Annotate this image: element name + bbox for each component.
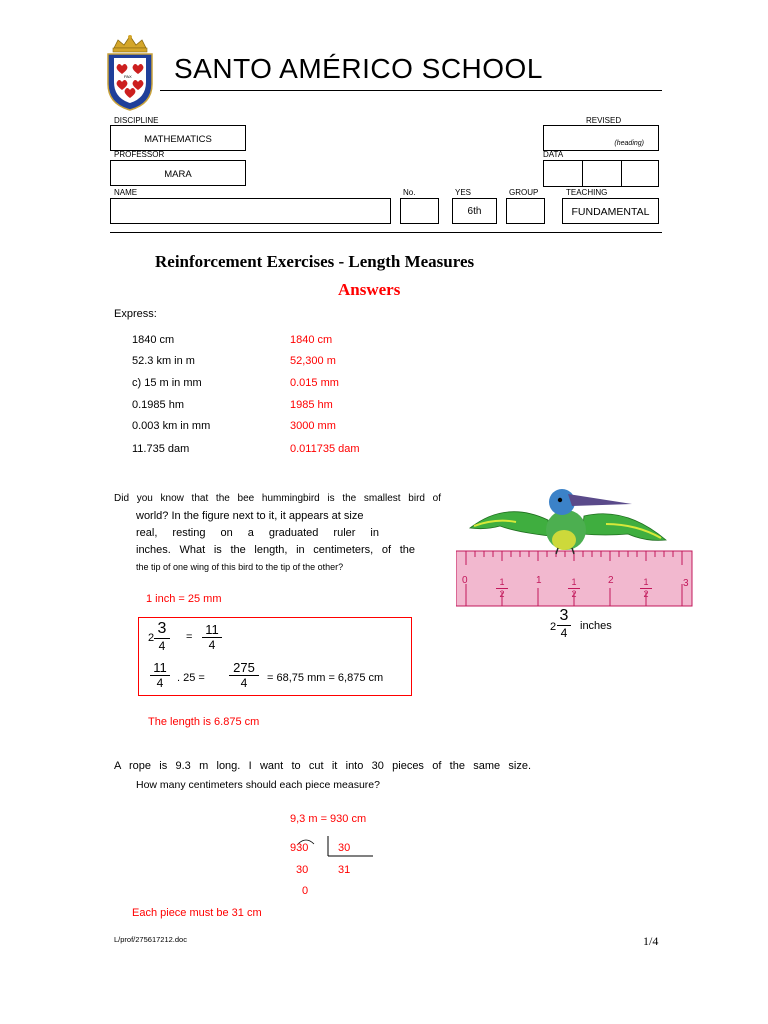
division-subtrahend: 30 [296, 864, 309, 876]
caption-den: 4 [560, 626, 568, 640]
calc-result: = 68,75 mm = 6,875 cm [267, 672, 384, 684]
bird-conclusion: The length is 6.875 cm [148, 716, 260, 728]
ruler-half-fraction [568, 578, 580, 599]
express-question: c) 15 m in mm [132, 377, 202, 389]
rope-conclusion: Each piece must be 31 cm [132, 907, 262, 919]
express-question: 1840 cm [132, 334, 175, 346]
calc-equals: = [186, 631, 193, 643]
division-quotient: 31 [338, 864, 351, 876]
express-answer: 1840 cm [290, 334, 333, 346]
express-label: Express: [114, 308, 157, 320]
name-field [110, 198, 391, 224]
discipline-field [110, 125, 246, 151]
calc-num-d: 275 [233, 660, 255, 675]
yes-label: YES [455, 188, 472, 197]
figure-caption [548, 608, 628, 644]
bird-question-line: the tip of one wing of this bird to the tip of the other? [136, 562, 344, 572]
professor-label: PROFESSOR [114, 150, 165, 159]
ruler-half-num: 1 [643, 577, 649, 587]
bird-question-line: Did you know that the bee hummingbird is the smallest bird of [114, 493, 441, 504]
calc-whole: 2 [148, 632, 155, 644]
ruler-half-num: 1 [571, 577, 577, 587]
express-question: 11.735 dam [132, 443, 190, 455]
discipline-label: DISCIPLINE [114, 116, 159, 125]
rope-question-line: How many centimeters should each piece measure? [136, 779, 380, 791]
ruler-half-fraction [640, 578, 652, 599]
year-field [452, 198, 497, 224]
calc-fraction-c [150, 661, 170, 689]
calc-den-b: 4 [208, 638, 216, 652]
calc-den-d: 4 [240, 676, 248, 690]
revised-field [543, 125, 659, 151]
express-answer: 0.011735 dam [290, 443, 360, 455]
division-divisor: 30 [338, 842, 351, 854]
header-rule [160, 90, 662, 91]
ruler-label: 0 [462, 575, 468, 586]
professor-field [110, 160, 246, 186]
express-answer: 0.015 mm [290, 377, 339, 389]
caption-whole: 2 [550, 621, 557, 633]
number-field [400, 198, 439, 224]
rope-question-line: A rope is 9.3 m long. I want to cut it into 30 pieces of the same size. [114, 760, 531, 772]
revised-label: REVISED [586, 116, 622, 125]
calc-num-c: 11 [153, 660, 167, 675]
inch-conversion: 1 inch = 25 mm [146, 593, 222, 605]
calc-fraction-d [229, 661, 259, 689]
no-label: No. [403, 188, 416, 197]
express-question: 0.1985 hm [132, 399, 184, 411]
date-month-box [582, 160, 622, 187]
calc-den-c: 4 [156, 676, 164, 690]
crest-motto: PAX [124, 74, 132, 79]
express-answer: 3000 mm [290, 420, 336, 432]
ruler-half-den: 2 [643, 589, 649, 599]
calc-num-a: 3 [157, 620, 167, 637]
hummingbird-figure [456, 480, 694, 608]
page-title: Reinforcement Exercises - Length Measures [155, 252, 475, 271]
division-dividend: 930 [290, 842, 309, 854]
school-crest [104, 34, 156, 112]
express-question: 0.003 km in mm [132, 420, 211, 432]
year-value: 6th [467, 206, 482, 217]
bird-question-line: real, resting on a graduated ruler in [136, 527, 379, 539]
header-bottom-rule [110, 232, 662, 233]
ruler-half-fraction [496, 578, 508, 599]
calc-fraction-b [202, 623, 222, 651]
discipline-value: MATHEMATICS [144, 134, 212, 145]
calc-times: . 25 = [177, 672, 205, 684]
express-answer: 52,300 m [290, 355, 336, 367]
calc-den-a: 4 [158, 639, 166, 653]
caption-fraction [557, 608, 571, 639]
school-name: SANTO AMÉRICO SCHOOL [174, 53, 543, 84]
teaching-label: TEACHING [566, 188, 608, 197]
revised-hint: (heading) [614, 140, 644, 147]
footer-path: L/prof/275617212.doc [114, 935, 187, 944]
bird-question-line: world? In the figure next to it, it appears at size [136, 510, 364, 522]
ruler-half-den: 2 [571, 589, 577, 599]
page-number: 1/4 [643, 934, 659, 948]
ruler-label: 1 [536, 575, 542, 586]
ruler-half-num: 1 [499, 577, 505, 587]
ruler-label: 3 [683, 578, 689, 589]
bird-question-line: inches. What is the length, in centimeters, of the [136, 544, 415, 556]
express-question: 52.3 km in m [132, 355, 195, 367]
professor-value: MARA [164, 169, 192, 180]
date-year-box [621, 160, 659, 187]
caption-unit: inches [580, 620, 612, 632]
rope-conversion: 9,3 m = 930 cm [290, 813, 367, 825]
date-day-box [543, 160, 583, 187]
division-remainder: 0 [302, 885, 309, 897]
ruler-half-den: 2 [499, 589, 505, 599]
calc-num-b: 11 [205, 622, 219, 637]
group-field [506, 198, 545, 224]
calculation-box [138, 617, 412, 696]
express-answer: 1985 hm [290, 399, 333, 411]
calc-fraction-a [154, 621, 170, 652]
ruler-label: 2 [608, 575, 614, 586]
page-subtitle: Answers [338, 280, 401, 299]
group-label: GROUP [509, 188, 539, 197]
caption-num: 3 [559, 607, 569, 624]
data-label: DATA [543, 150, 564, 159]
teaching-value: FUNDAMENTAL [571, 206, 650, 218]
long-division [288, 834, 378, 898]
teaching-field [562, 198, 659, 224]
name-label: NAME [114, 188, 138, 197]
